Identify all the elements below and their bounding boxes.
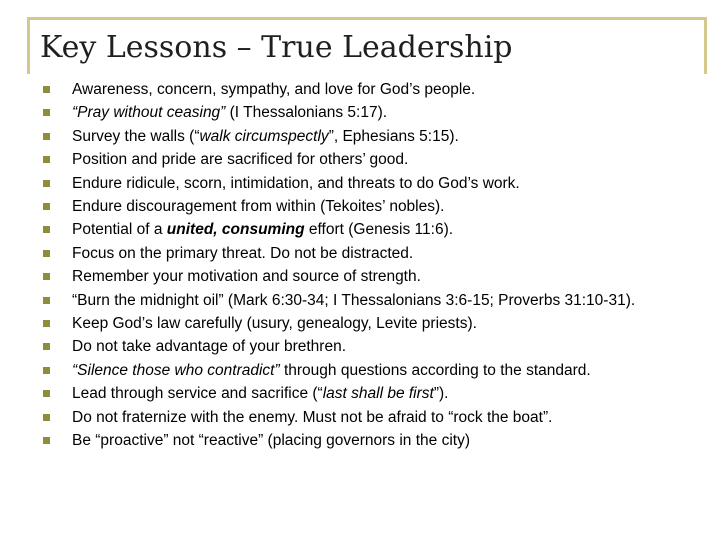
square-bullet-icon [43,437,50,444]
bullet-text-segment: Do not take advantage of your brethren. [72,338,347,356]
bullet-text-segment: through questions according to the standard. [279,361,591,379]
square-bullet-icon [43,180,50,187]
bullet-text-segment: Awareness, concern, sympathy, and love for God’s people. [72,81,476,98]
bullet-text-segment: walk circumspectly [199,127,329,145]
title-frame-top [27,17,707,20]
bullet-item [40,242,690,265]
square-bullet-icon [43,203,50,210]
title-frame-right [704,17,707,74]
bullet-text-segment: effort (Genesis 11:6). [304,221,454,239]
bullet-item [40,406,690,429]
bullet-item [40,101,690,124]
bullet-item [40,172,690,195]
bullet-item [40,289,690,312]
bullet-text-segment: Do not fraternize with the enemy. Must not be afraid to “rock the boat”. [72,408,553,426]
bullet-text-segment: Lead through service and sacrifice (“ [72,385,323,403]
bullet-text-segment: “Burn the midnight oil” (Mark 6:30-34; I Thessalonians 3:6-15; Proverbs 31:10-31). [72,291,636,309]
bullet-item [40,382,690,405]
bullet-item [40,265,690,288]
square-bullet-icon [43,109,50,116]
square-bullet-icon [43,367,50,374]
bullet-text-segment: Endure ridicule, scorn, intimidation, and threats to do God’s work. [72,174,520,192]
bullet-text-segment: Keep God’s law carefully (usury, genealogy, Levite priests). [72,315,477,333]
square-bullet-icon [43,133,50,140]
bullet-item [40,359,690,382]
bullet-text-segment: “Silence those who contradict” [72,361,280,379]
bullet-item [40,125,690,148]
bullet-item [40,429,690,452]
square-bullet-icon [43,273,50,280]
bullet-item [40,335,690,358]
bullet-item [40,218,690,241]
square-bullet-icon [43,250,50,257]
square-bullet-icon [43,86,50,93]
square-bullet-icon [43,414,50,421]
bullet-text-segment: Be “proactive” not “reactive” (placing governors in the city) [72,432,470,450]
bullet-text-segment: last shall be first [322,385,434,403]
square-bullet-icon [43,390,50,397]
bullet-text-segment: (I Thessalonians 5:17). [225,104,388,122]
bullet-text-segment: ”). [433,385,449,403]
bullet-text-segment: united, consuming [166,221,305,239]
bullet-text-segment: Endure discouragement from within (Tekoites’ nobles). [72,198,445,216]
bullet-text-segment: Focus on the primary threat. Do not be distracted. [72,244,414,262]
bullet-text-segment: ”, Ephesians 5:15). [328,127,459,145]
bullet-list [40,78,690,453]
bullet-text-segment: Position and pride are sacrificed for others’ good. [72,151,409,169]
square-bullet-icon [43,297,50,304]
slide-title: Key Lessons – True Leadership [40,30,513,65]
bullet-item [40,195,690,218]
bullet-text-segment: Survey the walls (“ [72,127,200,145]
square-bullet-icon [43,156,50,163]
square-bullet-icon [43,226,50,233]
title-frame-left [27,17,30,74]
bullet-text-segment: Remember your motivation and source of strength. [72,268,421,286]
bullet-text-segment: Potential of a [72,221,167,239]
bullet-item [40,148,690,171]
bullet-item [40,312,690,335]
bullet-item [40,78,690,101]
square-bullet-icon [43,343,50,350]
bullet-text-segment: “Pray without ceasing” [72,104,226,122]
square-bullet-icon [43,320,50,327]
